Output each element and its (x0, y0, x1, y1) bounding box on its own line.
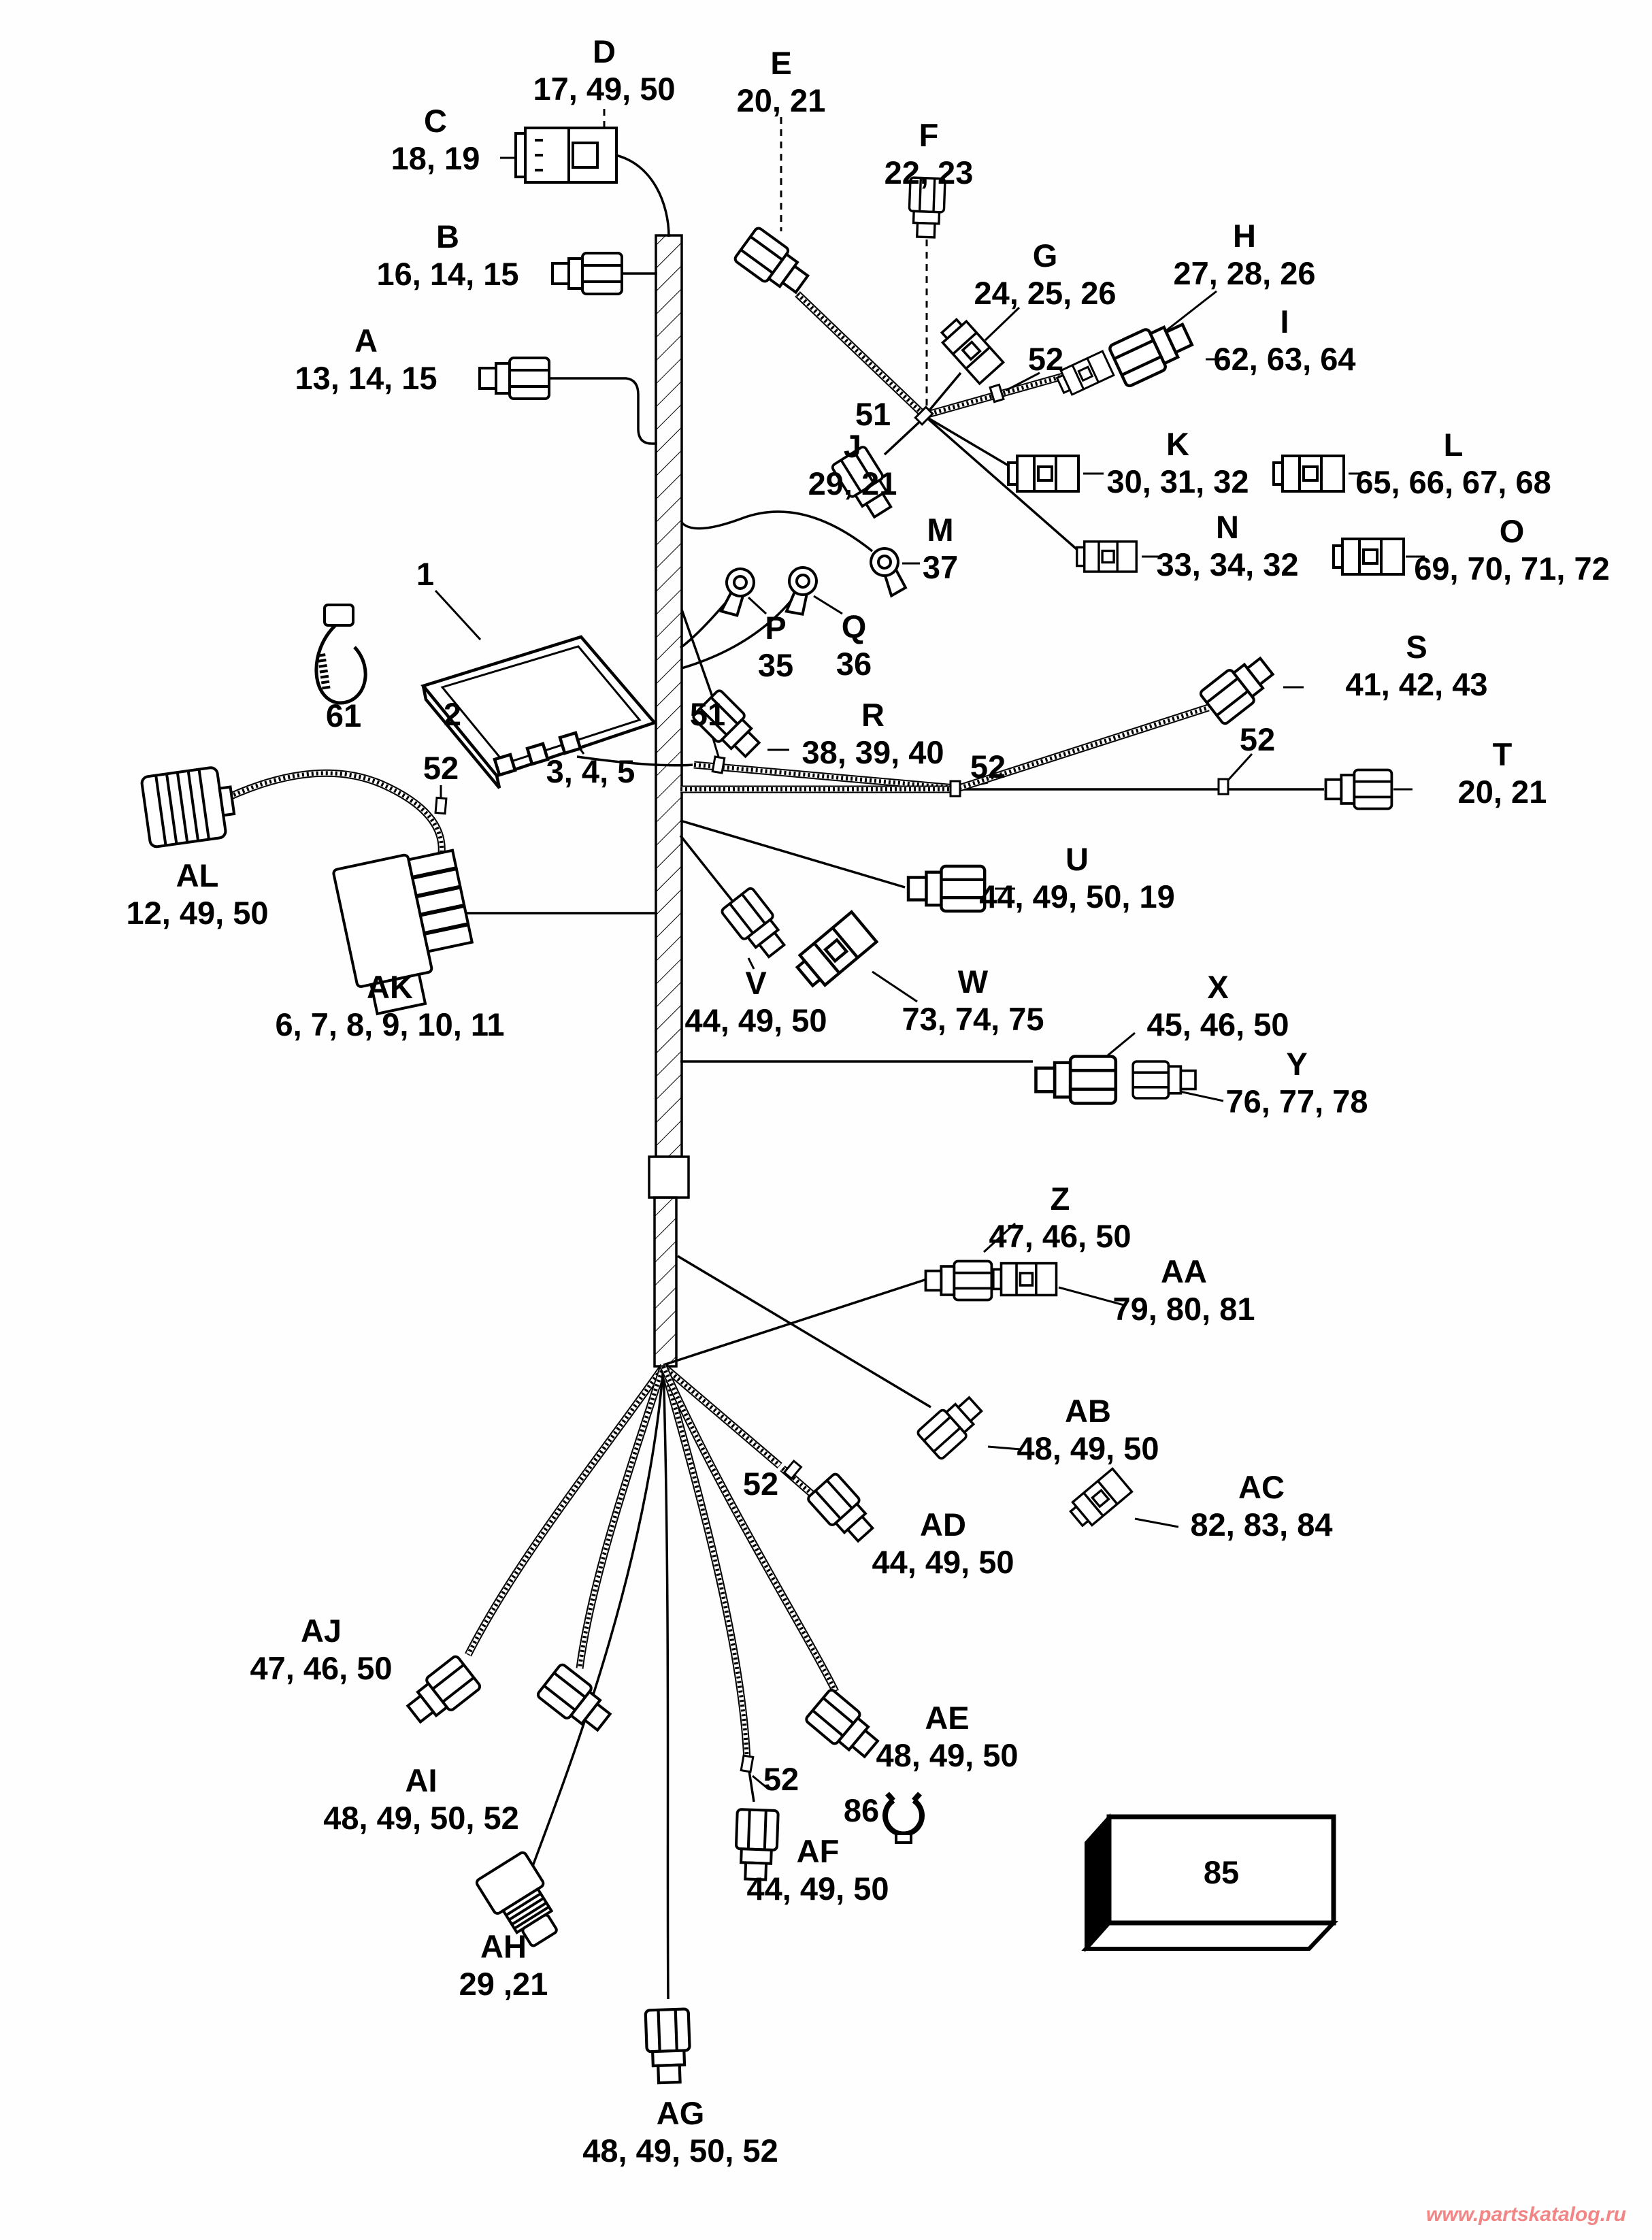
connector-af (735, 1809, 778, 1880)
wire (814, 596, 842, 614)
clip-86 (885, 1794, 922, 1843)
wire (680, 836, 733, 902)
wire (529, 1366, 663, 1875)
label-61-line-0: 61 (325, 697, 362, 734)
label-I-line-1: 62, 63, 64 (1213, 341, 1356, 377)
wire (753, 1776, 767, 1788)
label-I-line-0: I (1280, 303, 1289, 340)
label-V-line-1: 44, 49, 50 (684, 1002, 827, 1038)
connector-al (141, 765, 237, 848)
connector-b (552, 253, 622, 294)
label-H-line-0: H (1233, 218, 1256, 254)
connector-t (1326, 770, 1392, 809)
connector-i (1055, 351, 1113, 397)
label-AJ-line-1: 47, 46, 50 (250, 1650, 393, 1686)
ring-terminal-p (718, 566, 757, 618)
wire (435, 591, 480, 640)
label-B-line-0: B (436, 218, 459, 254)
wire (580, 1366, 663, 1668)
label-AE-line-1: 48, 49, 50 (876, 1737, 1019, 1773)
wire (663, 1279, 927, 1365)
cable-clamp (712, 757, 725, 773)
connector-s (1200, 650, 1279, 725)
connector-g (938, 316, 1004, 384)
label-Z-line-1: 47, 46, 50 (989, 1218, 1131, 1254)
label-N-line-0: N (1216, 509, 1239, 545)
label-85: 85 (1203, 1854, 1240, 1890)
label-V-line-0: V (745, 965, 767, 1001)
cable-clamp (951, 781, 960, 796)
connector-a (480, 358, 549, 399)
label-N-line-1: 33, 34, 32 (1156, 546, 1299, 582)
wire (984, 1223, 1015, 1252)
ring-terminal-q (784, 565, 819, 616)
relay-module-1 (423, 637, 655, 788)
label-AK-line-1: 6, 7, 8, 9, 10, 11 (275, 1006, 505, 1042)
wire (616, 155, 669, 237)
cable-clamp (435, 797, 446, 813)
connector-l (1274, 456, 1344, 491)
label-G-line-1: 24, 25, 26 (974, 275, 1117, 311)
wire (468, 1366, 663, 1655)
label-E-line-1: 20, 21 (736, 82, 826, 118)
label-U-line-0: U (1065, 841, 1089, 877)
connector-j (831, 446, 899, 522)
label-52a-line-0: 52 (1027, 341, 1064, 377)
connector-z (926, 1262, 992, 1300)
connector-ai (537, 1663, 616, 1738)
connector-k (1008, 456, 1078, 491)
label-L-line-0: L (1443, 427, 1464, 463)
connector-w (793, 912, 877, 991)
label-C-line-0: C (424, 103, 447, 139)
sensor-ah (476, 1851, 569, 1954)
connector-ae (805, 1689, 885, 1765)
label-S-line-1: 41, 42, 43 (1345, 666, 1488, 702)
label-T-line-1: 20, 21 (1457, 774, 1547, 810)
label-O-line-0: O (1499, 513, 1525, 549)
label-E-line-0: E (770, 45, 792, 81)
label-AA-line-0: AA (1161, 1253, 1207, 1289)
label-AA-line-1: 79, 80, 81 (1112, 1291, 1255, 1327)
label-K-line-1: 30, 31, 32 (1106, 463, 1249, 499)
label-345-line-0: 3, 4, 5 (546, 753, 635, 789)
label-J-line-0: J (843, 428, 862, 464)
label-F-line-1: 22, 23 (884, 154, 974, 191)
label-R-line-1: 38, 39, 40 (802, 734, 944, 770)
label-AK-line-0: AK (367, 969, 413, 1005)
connector-n (1077, 542, 1137, 572)
harness-trunk (649, 235, 689, 1366)
label-C-line-1: 18, 19 (391, 140, 480, 176)
label-86-line-0: 86 (843, 1792, 880, 1828)
label-51a-line-0: 51 (855, 396, 891, 432)
connector-e (733, 227, 814, 300)
label-G-line-0: G (1032, 237, 1058, 274)
label-AH-line-1: 29 ,21 (459, 1966, 548, 2002)
wire (1059, 1287, 1124, 1305)
label-AB-line-1: 48, 49, 50 (1017, 1430, 1159, 1466)
connector-aa (993, 1264, 1057, 1296)
cable-clamp (741, 1756, 753, 1772)
connector-aj (401, 1655, 481, 1730)
label-M-line-0: M (927, 512, 954, 548)
connector-f (908, 178, 945, 237)
label-Y-line-1: 76, 77, 78 (1225, 1083, 1368, 1119)
label-AE-line-0: AE (925, 1700, 970, 1736)
label-B-line-1: 16, 14, 15 (376, 256, 519, 292)
connector-ac (1067, 1468, 1131, 1530)
label-AC-line-1: 82, 83, 84 (1190, 1506, 1333, 1543)
wire (678, 1256, 931, 1407)
label-AJ-line-0: AJ (300, 1613, 342, 1649)
label-AD-line-1: 44, 49, 50 (872, 1544, 1014, 1580)
wire (988, 1447, 1021, 1449)
connector-ad (807, 1472, 880, 1547)
label-W-line-0: W (957, 963, 989, 1000)
label-AI-line-0: AI (405, 1762, 437, 1798)
label-L-line-1: 65, 66, 67, 68 (1355, 464, 1551, 500)
wire (872, 972, 917, 1002)
label-S-line-0: S (1406, 629, 1427, 665)
label-52d-line-0: 52 (423, 750, 459, 786)
connector-o (1334, 539, 1404, 574)
label-52f-line-0: 52 (763, 1761, 799, 1797)
connector-x (1036, 1057, 1116, 1104)
wire (748, 597, 766, 614)
label-D-line-0: D (593, 33, 616, 69)
label-O-line-1: 69, 70, 71, 72 (1414, 550, 1610, 587)
wire (985, 308, 1019, 340)
cable-clamp (1219, 779, 1228, 794)
label-D-line-1: 17, 49, 50 (533, 71, 676, 107)
label-AL-line-0: AL (176, 857, 219, 893)
connector-h (1108, 314, 1197, 387)
cable-tie-61 (316, 605, 365, 703)
label-AL-line-1: 12, 49, 50 (126, 895, 269, 931)
label-H-line-1: 27, 28, 26 (1173, 255, 1316, 291)
part-85-box (1086, 1817, 1334, 1949)
label-A-line-1: 13, 14, 15 (295, 360, 437, 396)
ring-terminal-m (866, 544, 913, 597)
label-J-line-1: 29, 21 (808, 465, 897, 501)
label-AH-line-0: AH (480, 1928, 527, 1964)
connector-r (689, 689, 766, 763)
wire (748, 958, 754, 969)
label-P-line-0: P (765, 610, 787, 646)
wire (548, 378, 657, 444)
wire (925, 416, 1015, 470)
label-AI-line-1: 48, 49, 50, 52 (323, 1800, 519, 1836)
label-AG-line-1: 48, 49, 50, 52 (582, 2132, 778, 2169)
label-1-line-0: 1 (416, 556, 435, 592)
label-51b-line-0: 51 (689, 696, 726, 732)
label-Q-line-1: 36 (836, 646, 872, 682)
label-52c-line-0: 52 (1239, 721, 1276, 757)
label-M-line-1: 37 (922, 549, 959, 585)
label-AD-line-0: AD (920, 1506, 966, 1543)
label-F-line-0: F (919, 117, 939, 153)
watermark: www.partskatalog.ru (1426, 2203, 1626, 2226)
label-Z-line-0: Z (1050, 1181, 1070, 1217)
label-52b-line-0: 52 (970, 748, 1006, 785)
wire (682, 512, 872, 551)
wire (663, 1366, 668, 1999)
label-P-line-1: 35 (757, 647, 794, 683)
label-A-line-0: A (354, 323, 378, 359)
label-W-line-1: 73, 74, 75 (902, 1001, 1044, 1037)
wire (1135, 1519, 1178, 1527)
label-AF-line-1: 44, 49, 50 (746, 1871, 889, 1907)
label-AC-line-0: AC (1238, 1469, 1285, 1505)
connector-u (908, 866, 985, 911)
label-Q-line-0: Q (841, 608, 867, 644)
wire (1161, 291, 1217, 335)
label-AB-line-0: AB (1065, 1393, 1111, 1429)
label-X-line-0: X (1207, 969, 1229, 1005)
label-AF-line-0: AF (796, 1833, 840, 1869)
label-R-line-0: R (861, 697, 885, 733)
label-X-line-1: 45, 46, 50 (1146, 1006, 1289, 1042)
label-K-line-0: K (1166, 426, 1189, 462)
label-2-line-0: 2 (443, 696, 462, 732)
connector-ak (333, 845, 482, 1017)
label-Y-line-0: Y (1286, 1046, 1308, 1082)
connector-ag (646, 2009, 691, 2083)
label-U-line-1: 44, 49, 50, 19 (979, 878, 1175, 915)
parts-layer (141, 128, 1404, 2083)
label-T-line-0: T (1492, 736, 1513, 772)
connector-ab (916, 1391, 987, 1460)
label-AG-line-0: AG (656, 2095, 705, 2131)
label-52e-line-0: 52 (742, 1466, 779, 1502)
connector-cd (516, 128, 616, 182)
